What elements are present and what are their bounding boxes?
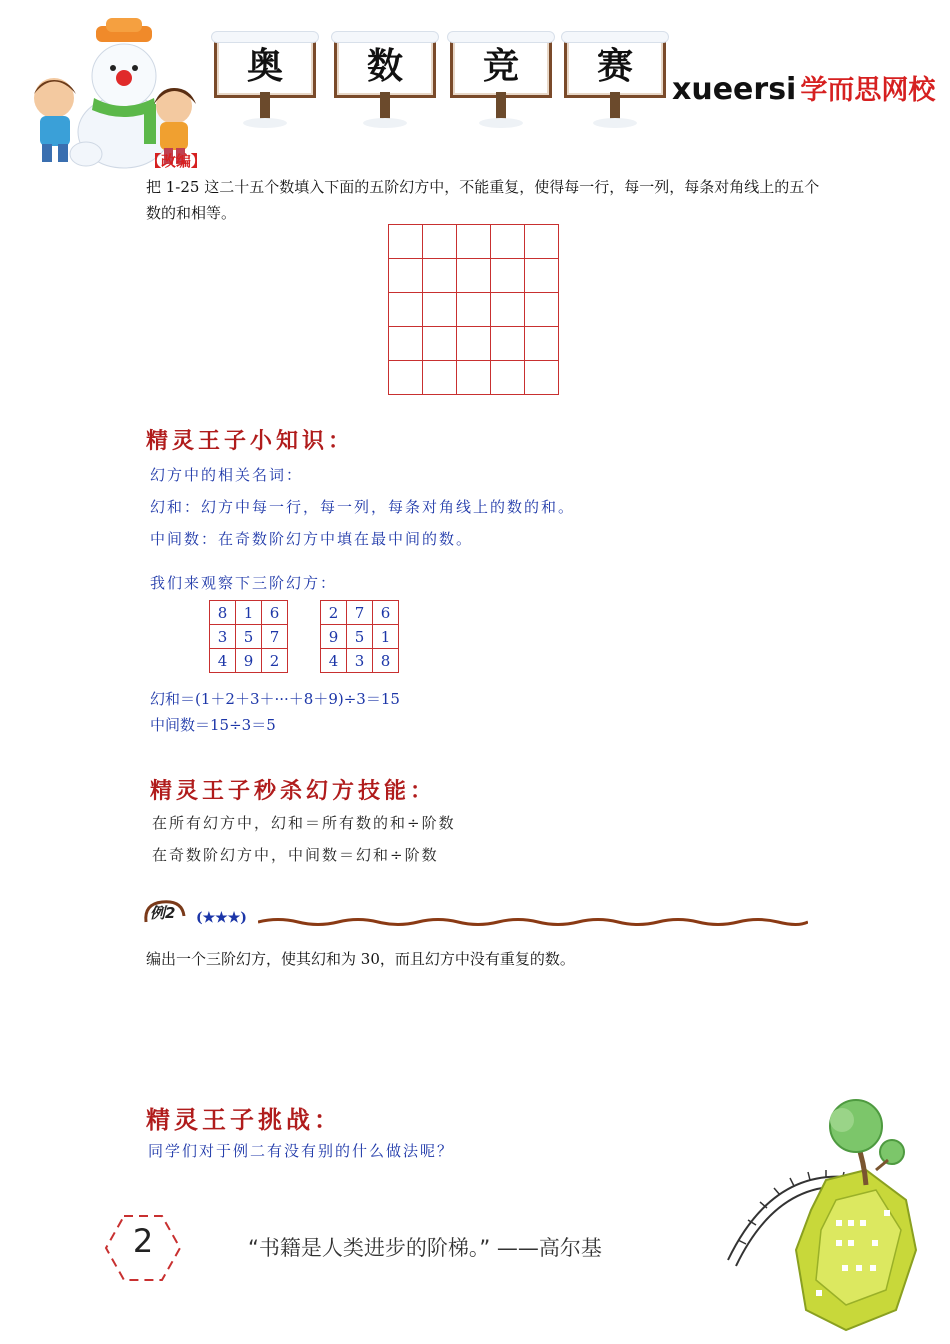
example-divider: [258, 915, 808, 929]
skills-title: 精灵王子秒杀幻方技能：: [150, 779, 437, 804]
challenge-text: 同学们对于例二有没有别的什么做法呢？: [148, 1142, 455, 1160]
problem-text: 把 1-25 这二十五个数填入下面的五阶幻方中，不能重复，使得每一行，每一列，每条对角线上的五个数的和相等。: [146, 178, 820, 222]
brand-name-en: xueersi: [672, 72, 797, 107]
header-sign-ao: 奥: [214, 36, 316, 98]
header-sign-sai: 赛: [564, 36, 666, 98]
knowledge-line-middle-number: 中间数：在奇数阶幻方中填在最中间的数。: [150, 530, 474, 548]
knowledge-line-terms: 幻方中的相关名词：: [150, 466, 304, 484]
magic-square-2: 2 7 6 9 5 1 4 3 8: [320, 600, 399, 673]
footer-quote: “书籍是人类进步的阶梯。” ——高尔基: [248, 1236, 602, 1260]
formula-magic-sum: 幻和＝(1＋2＋3＋···＋8＋9)÷3＝15: [150, 690, 400, 708]
skills-line-2: 在奇数阶幻方中，中间数＝幻和÷阶数: [152, 846, 439, 864]
magic-square-1: 8 1 6 3 5 7 4 9 2: [209, 600, 288, 673]
empty-5x5-grid: [388, 224, 559, 395]
snowman-kids-illustration: [14, 14, 214, 170]
header-sign-jing: 竞: [450, 36, 552, 98]
knowledge-line-magic-sum: 幻和：幻方中每一行，每一列，每条对角线上的数的和。: [150, 498, 576, 516]
knowledge-title: 精灵王子小知识：: [146, 429, 355, 454]
formula-middle-number: 中间数＝15÷3＝5: [150, 716, 276, 734]
adapted-tag: 【改编】: [146, 152, 207, 170]
brand-logo: [672, 68, 935, 107]
header-sign-shu: 数: [334, 36, 436, 98]
knowledge-line-observe: 我们来观察下三阶幻方：: [150, 574, 338, 592]
castle-tree-illustration: [716, 1090, 936, 1335]
difficulty-stars: (★★★): [196, 910, 247, 926]
example-label: 例2: [150, 904, 176, 922]
page-number: 2: [132, 1222, 154, 1260]
challenge-title: 精灵王子挑战：: [146, 1106, 342, 1134]
example-text: 编出一个三阶幻方，使其幻和为 30，而且幻方中没有重复的数。: [146, 950, 575, 968]
skills-line-1: 在所有幻方中，幻和＝所有数的和÷阶数: [152, 814, 456, 832]
brand-name-cn: 学而思网校: [800, 75, 936, 106]
